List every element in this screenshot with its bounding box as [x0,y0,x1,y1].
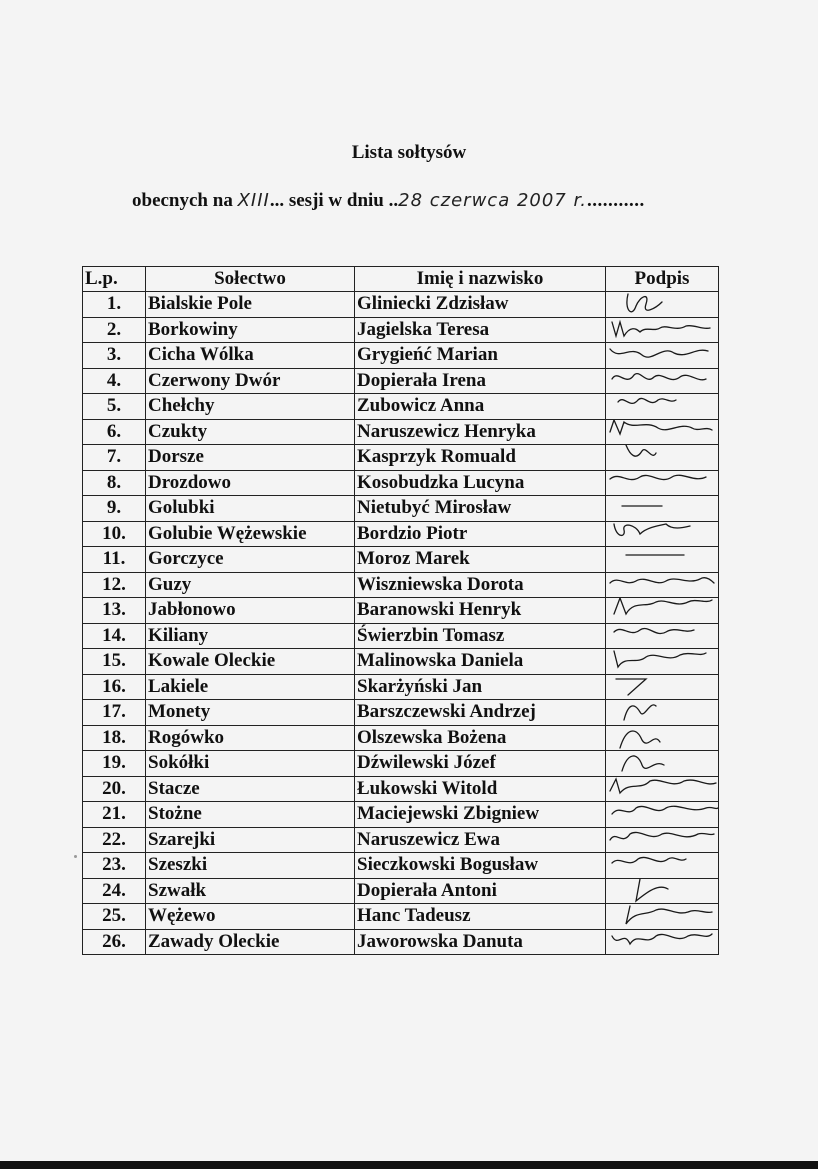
row-podpis [606,802,719,828]
signature-stroke [612,806,718,814]
signature-stroke [610,475,706,479]
signature-stroke [636,879,668,901]
row-lp: 12. [83,572,146,598]
signature-scribble [606,521,718,547]
row-imie-nazwisko: Naruszewicz Ewa [355,827,606,853]
row-podpis [606,649,719,675]
row-solectwo: Szarejki [146,827,355,853]
row-solectwo: Kowale Oleckie [146,649,355,675]
table-row [83,623,719,649]
table-row [83,751,719,777]
table-row [83,547,719,573]
row-podpis [606,419,719,445]
row-podpis [606,751,719,777]
session-number-handwritten: XIII [237,190,270,211]
row-imie-nazwisko: Sieczkowski Bogusław [355,853,606,879]
row-podpis [606,598,719,624]
row-lp: 25. [83,904,146,930]
row-lp: 11. [83,547,146,573]
signature-stroke [612,934,712,944]
row-solectwo: Golubie Wężewskie [146,521,355,547]
row-imie-nazwisko: Kasprzyk Romuald [355,445,606,471]
row-imie-nazwisko: Baranowski Henryk [355,598,606,624]
signature-scribble [606,598,718,624]
document-title: Lista sołtysów [351,142,467,163]
subtitle-suffix: ........... [586,190,645,211]
signature-scribble [606,470,718,496]
row-lp: 22. [83,827,146,853]
table-row [83,445,719,471]
row-solectwo: Gorczyce [146,547,355,573]
signature-stroke [618,398,676,403]
row-podpis [606,674,719,700]
row-podpis [606,725,719,751]
row-lp: 19. [83,751,146,777]
row-imie-nazwisko: Świerzbin Tomasz [355,623,606,649]
row-solectwo: Szwałk [146,878,355,904]
row-solectwo: Kiliany [146,623,355,649]
row-imie-nazwisko: Wiszniewska Dorota [355,572,606,598]
row-podpis [606,292,719,318]
row-podpis [606,700,719,726]
row-lp: 23. [83,853,146,879]
row-lp: 1. [83,292,146,318]
table-row [83,343,719,369]
row-solectwo: Jabłonowo [146,598,355,624]
row-imie-nazwisko: Gliniecki Zdzisław [355,292,606,318]
table-row [83,496,719,522]
row-podpis [606,521,719,547]
row-podpis [606,904,719,930]
signature-stroke [624,705,656,720]
row-solectwo: Golubki [146,496,355,522]
signature-scribble [606,904,718,930]
row-imie-nazwisko: Grygieńć Marian [355,343,606,369]
signature-scribble [606,419,718,445]
signature-scribble [606,445,718,471]
signature-scribble [606,623,718,649]
row-lp: 5. [83,394,146,420]
row-solectwo: Czukty [146,419,355,445]
table-row [83,521,719,547]
row-solectwo: Drozdowo [146,470,355,496]
subtitle-prefix: obecnych na [132,190,238,211]
row-imie-nazwisko: Kosobudzka Lucyna [355,470,606,496]
row-imie-nazwisko: Naruszewicz Henryka [355,419,606,445]
header-podpis: Podpis [606,267,719,292]
row-podpis [606,317,719,343]
row-imie-nazwisko: Hanc Tadeusz [355,904,606,930]
row-imie-nazwisko: Barszczewski Andrzej [355,700,606,726]
signature-scribble [606,292,718,318]
row-solectwo: Chełchy [146,394,355,420]
table-row [83,725,719,751]
signature-stroke [612,322,710,336]
row-imie-nazwisko: Malinowska Daniela [355,649,606,675]
signature-scribble [606,853,718,879]
table-row [83,470,719,496]
row-solectwo: Borkowiny [146,317,355,343]
signature-stroke [620,730,660,747]
signature-stroke [626,445,656,456]
row-lp: 10. [83,521,146,547]
signature-stroke [610,779,716,793]
signature-scribble [606,496,718,522]
row-imie-nazwisko: Maciejewski Zbigniew [355,802,606,828]
header-lp: L.p. [83,267,146,292]
table-row [83,292,719,318]
signature-scribble [606,343,718,369]
row-podpis [606,878,719,904]
row-solectwo: Zawady Oleckie [146,929,355,955]
row-solectwo: Stożne [146,802,355,828]
table-row [83,904,719,930]
signature-stroke [610,420,712,434]
row-lp: 14. [83,623,146,649]
row-lp: 26. [83,929,146,955]
row-solectwo: Wężewo [146,904,355,930]
signature-scribble [606,649,718,675]
signature-scribble [606,751,718,777]
signature-stroke [627,294,662,312]
row-imie-nazwisko: Nietubyć Mirosław [355,496,606,522]
row-imie-nazwisko: Bordzio Piotr [355,521,606,547]
row-lp: 16. [83,674,146,700]
table-row [83,827,719,853]
row-podpis [606,470,719,496]
signature-scribble [606,776,718,802]
row-lp: 13. [83,598,146,624]
row-podpis [606,394,719,420]
scan-edge-bar [0,1161,818,1169]
row-lp: 15. [83,649,146,675]
row-lp: 20. [83,776,146,802]
row-podpis [606,853,719,879]
table-row [83,929,719,955]
row-lp: 3. [83,343,146,369]
row-imie-nazwisko: Jaworowska Danuta [355,929,606,955]
row-imie-nazwisko: Zubowicz Anna [355,394,606,420]
table-row [83,853,719,879]
signature-stroke [614,651,706,667]
row-podpis [606,547,719,573]
row-imie-nazwisko: Skarżyński Jan [355,674,606,700]
row-podpis [606,343,719,369]
table-row [83,394,719,420]
row-podpis [606,776,719,802]
signature-scribble [606,878,718,904]
row-imie-nazwisko: Moroz Marek [355,547,606,573]
signature-stroke [612,373,706,379]
table-row [83,674,719,700]
row-lp: 2. [83,317,146,343]
row-solectwo: Dorsze [146,445,355,471]
signature-scribble [606,674,718,700]
row-podpis [606,496,719,522]
row-imie-nazwisko: Olszewska Bożena [355,725,606,751]
row-podpis [606,929,719,955]
row-lp: 17. [83,700,146,726]
signature-stroke [614,628,694,633]
signature-scribble [606,929,718,955]
signature-stroke [622,756,664,771]
signature-scribble [606,547,718,573]
signature-scribble [606,572,718,598]
row-lp: 6. [83,419,146,445]
signature-scribble [606,317,718,343]
table-row [83,700,719,726]
table-header-row [83,267,719,292]
row-podpis [606,368,719,394]
signature-stroke [610,349,708,357]
table-row [83,598,719,624]
date-handwritten: 28 czerwca 2007 r. [398,190,587,211]
header-imie: Imię i nazwisko [355,267,606,292]
signature-scribble [606,394,718,420]
signature-scribble [606,368,718,394]
row-solectwo: Guzy [146,572,355,598]
row-solectwo: Monety [146,700,355,726]
signature-stroke [616,679,646,695]
signature-stroke [614,598,712,614]
row-lp: 8. [83,470,146,496]
signature-scribble [606,725,718,751]
signature-scribble [606,700,718,726]
row-lp: 9. [83,496,146,522]
row-imie-nazwisko: Jagielska Teresa [355,317,606,343]
signature-stroke [626,906,712,924]
row-podpis [606,827,719,853]
table-row [83,419,719,445]
row-imie-nazwisko: Dopierała Irena [355,368,606,394]
row-lp: 24. [83,878,146,904]
row-podpis [606,572,719,598]
row-solectwo: Lakiele [146,674,355,700]
row-solectwo: Cicha Wólka [146,343,355,369]
row-solectwo: Rogówko [146,725,355,751]
signature-stroke [612,857,686,863]
row-imie-nazwisko: Łukowski Witold [355,776,606,802]
table-row [83,649,719,675]
table-row [83,776,719,802]
row-lp: 7. [83,445,146,471]
row-imie-nazwisko: Dopierała Antoni [355,878,606,904]
row-solectwo: Bialskie Pole [146,292,355,318]
row-podpis [606,445,719,471]
signature-scribble [606,802,718,828]
document-subtitle [132,190,645,212]
signature-stroke [614,524,690,535]
signature-stroke [610,577,714,582]
table-row [83,317,719,343]
table-row [83,878,719,904]
header-solectwo: Sołectwo [146,267,355,292]
row-lp: 21. [83,802,146,828]
scan-speck [74,855,77,858]
signature-scribble [606,827,718,853]
row-imie-nazwisko: Dźwilewski Józef [355,751,606,777]
row-solectwo: Stacze [146,776,355,802]
row-solectwo: Sokółki [146,751,355,777]
row-solectwo: Czerwony Dwór [146,368,355,394]
table-row [83,572,719,598]
row-solectwo: Szeszki [146,853,355,879]
row-podpis [606,623,719,649]
row-lp: 18. [83,725,146,751]
row-lp: 4. [83,368,146,394]
signature-stroke [610,832,714,840]
table-row [83,368,719,394]
attendance-table [82,266,719,955]
table-row [83,802,719,828]
subtitle-middle: ... sesji w dniu .. [269,190,399,211]
